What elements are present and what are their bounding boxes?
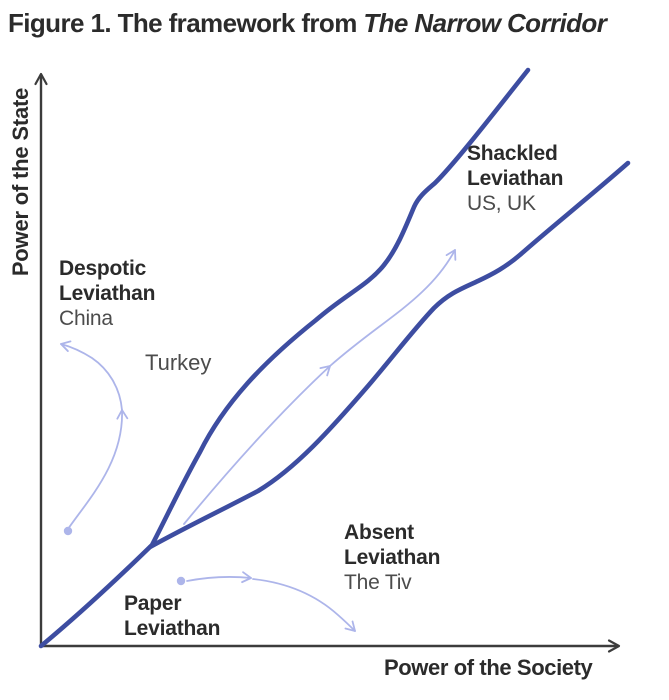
despotic-label-line2: Leviathan — [59, 282, 156, 305]
x-axis-label: Power of the Society — [384, 655, 593, 680]
despotic-trajectory-segment-1 — [68, 410, 122, 529]
despotic-trajectory-segment-2 — [61, 344, 122, 410]
absent-trajectory-start-dot — [177, 577, 185, 585]
label-turkey: Turkey — [145, 350, 212, 375]
label-absent-leviathan — [344, 520, 440, 595]
absent-label-line2: Leviathan — [344, 546, 441, 569]
paper-label-line1: Paper — [124, 592, 182, 615]
absent-trajectory-segment-2 — [253, 579, 355, 631]
despotic-label-line1: Despotic — [59, 257, 147, 280]
figure-title-text: Figure 1. The framework from — [8, 8, 364, 38]
corridor-upper-curve — [41, 70, 528, 646]
label-paper-leviathan — [124, 591, 220, 641]
shackled-label-line2: Leviathan — [467, 167, 564, 190]
figure-title-book-name: The Narrow Corridor — [363, 8, 607, 38]
paper-label-line2: Leviathan — [124, 617, 221, 640]
label-shackled-leviathan — [467, 141, 563, 216]
y-axis-label: Power of the State — [8, 87, 33, 277]
absent-label-line1: Absent — [344, 521, 414, 544]
shackled-label-line1: Shackled — [467, 142, 558, 165]
absent-label-example: The Tiv — [344, 571, 412, 594]
label-despotic-leviathan — [59, 256, 155, 331]
despotic-label-example: China — [59, 307, 113, 330]
absent-trajectory-segment-1 — [187, 577, 251, 581]
corridor-lower-curve — [150, 163, 628, 547]
shackled-label-example: US, UK — [467, 192, 536, 215]
